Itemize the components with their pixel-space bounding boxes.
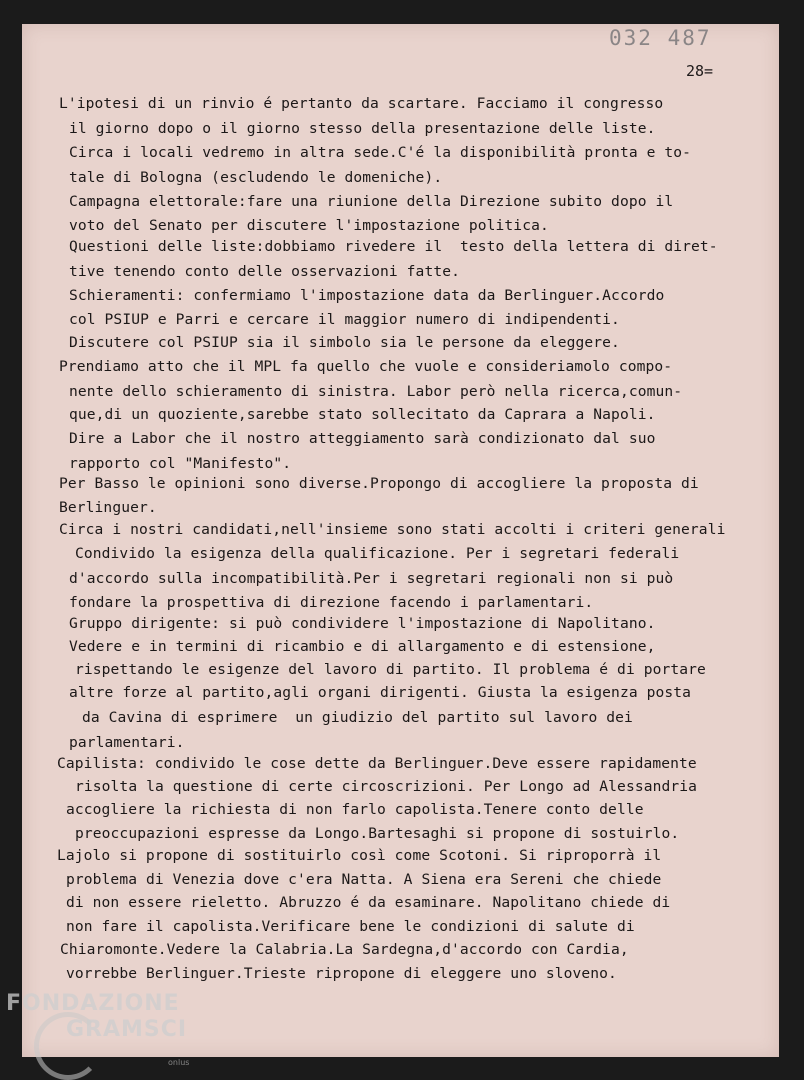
text-line: nente dello schieramento di sinistra. Labor però nella ricerca,comun- [69,383,683,400]
text-line: Chiaromonte.Vedere la Calabria.La Sardegna,d'accordo con Cardia, [60,941,629,958]
text-line: Circa i locali vedremo in altra sede.C'é la disponibilità pronta e to- [69,144,692,161]
text-line: rispettando le esigenze del lavoro di partito. Il problema é di portare [75,661,706,678]
text-line: Schieramenti: confermiamo l'impostazione data da Berlinguer.Accordo [69,287,665,304]
text-line: Prendiamo atto che il MPL fa quello che vuole e consideriamolo compo- [59,358,673,375]
text-line: Lajolo si propone di sostituirlo così come Scotoni. Si riproporrà il [57,847,662,864]
text-line: Gruppo dirigente: si può condividere l'impostazione di Napolitano. [69,615,656,632]
text-line: d'accordo sulla incompatibilità.Per i segretari regionali non si può [69,570,674,587]
text-line: fondare la prospettiva di direzione facendo i parlamentari. [69,594,594,611]
text-line: preoccupazioni espresse da Longo.Bartesaghi si propone di sostuirlo. [75,825,680,842]
text-line: Dire a Labor che il nostro atteggiamento sarà condizionato dal suo [69,430,656,447]
text-line: problema di Venezia dove c'era Natta. A Siena era Sereni che chiede [66,871,662,888]
text-line: parlamentari. [69,734,185,751]
text-line: risolta la questione di certe circoscrizioni. Per Longo ad Alessandria [75,778,698,795]
text-line: Discutere col PSIUP sia il simbolo sia le persone da eleggere. [69,334,620,351]
text-line: Vedere e in termini di ricambio e di allargamento e di estensione, [69,638,656,655]
text-line: voto del Senato per discutere l'impostazione politica. [69,217,549,234]
text-line: Condivido la esigenza della qualificazione. Per i segretari federali [75,545,680,562]
text-line: que,di un quoziente,sarebbe stato sollecitato da Caprara a Napoli. [69,406,656,423]
text-line: altre forze al partito,agli organi dirigenti. Giusta la esigenza posta [69,684,692,701]
text-line: tale di Bologna (escludendo le domeniche). [69,169,443,186]
text-line: da Cavina di esprimere un giudizio del partito sul lavoro dei [82,709,633,726]
text-line: tive tenendo conto delle osservazioni fatte. [69,263,460,280]
text-line: Questioni delle liste:dobbiamo rivedere il testo della lettera di diret- [69,238,718,255]
text-line: col PSIUP e Parri e cercare il maggior numero di indipendenti. [69,311,620,328]
watermark-line1: FONDAZIONE [6,991,180,1016]
text-line: rapporto col "Manifesto". [69,455,292,472]
text-line: accogliere la richiesta di non farlo capolista.Tenere conto delle [66,801,644,818]
watermark-line2: GRAMSCI [66,1017,188,1042]
text-line: Capilista: condivido le cose dette da Berlinguer.Deve essere rapidamente [57,755,697,772]
archive-number: 032 487 [609,26,712,50]
watermark-sub: onlus [168,1058,190,1067]
text-line: il giorno dopo o il giorno stesso della presentazione delle liste. [69,120,656,137]
text-line: Berlinguer. [59,499,157,516]
text-line: L'ipotesi di un rinvio é pertanto da scartare. Facciamo il congresso [59,95,664,112]
text-line: non fare il capolista.Verificare bene le condizioni di salute di [66,918,635,935]
text-line: Campagna elettorale:fare una riunione della Direzione subito dopo il [69,193,674,210]
text-line: Circa i nostri candidati,nell'insieme sono stati accolti i criteri generali [59,521,726,538]
watermark [6,993,187,1041]
text-line: Per Basso le opinioni sono diverse.Propongo di accogliere la proposta di [59,475,699,492]
text-line: di non essere rieletto. Abruzzo é da esaminare. Napolitano chiede di [66,894,671,911]
page-number: 28= [686,62,714,80]
text-line: vorrebbe Berlinguer.Trieste ripropone di eleggere uno sloveno. [66,965,617,982]
